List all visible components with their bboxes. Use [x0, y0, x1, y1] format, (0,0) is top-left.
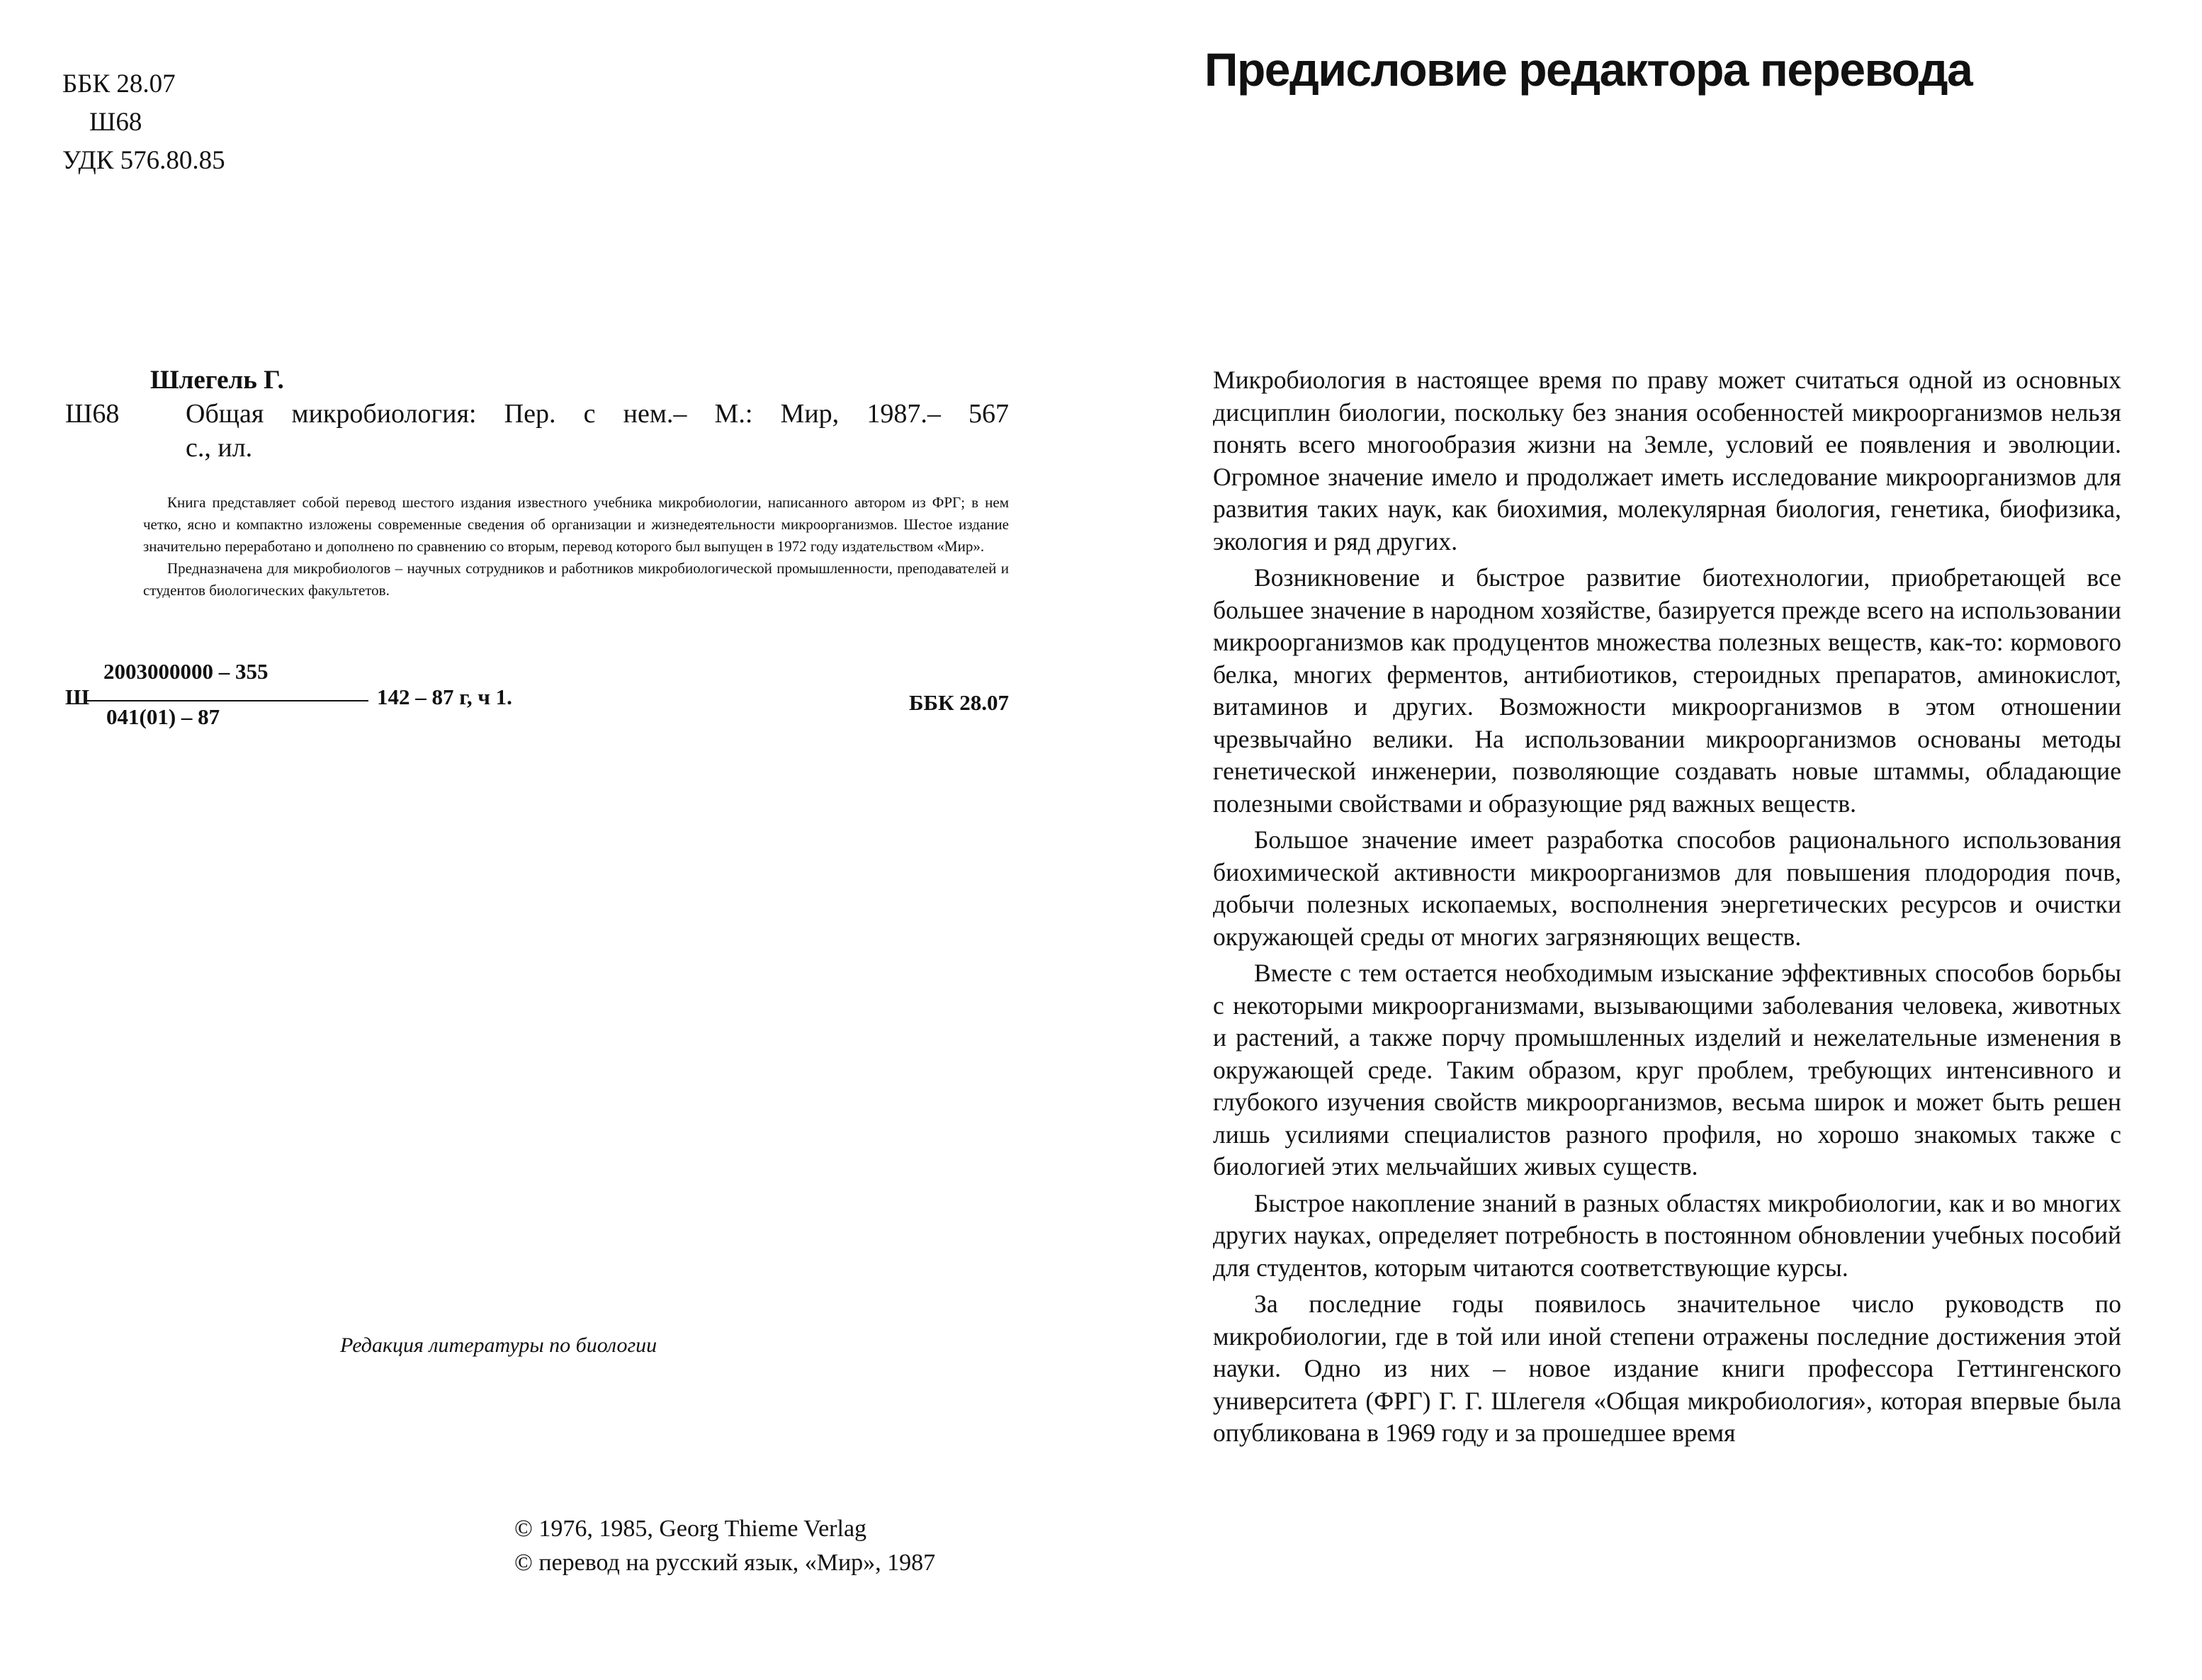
classification-formula	[65, 659, 1009, 737]
record-title: Общая микробиология: Пер. с нем.– М.: Мир, 1987.– 567	[186, 399, 1009, 429]
preface-paragraph: Быстрое накопление знаний в разных областях микробиологии, как и во многих других науках, определяет потребность в постоянном обновлении учебных пособий для студентов, которым читаются соответствующие курсы.	[1213, 1188, 2121, 1282]
bibliographic-record	[65, 364, 1009, 602]
copyright-line: © перевод на русский язык, «Мир», 1987	[514, 1550, 936, 1576]
preface-title: Предисловие редактора перевода	[1204, 43, 1972, 96]
annotation	[143, 492, 1009, 602]
record-title-continued: с., ил.	[186, 433, 253, 463]
classification-numerator: 2003000000 – 355	[103, 659, 269, 684]
annotation-paragraph: Предназначена для микробиологов – научных сотрудников и работников микробиологической промышленности, преподавателей и студентов биологических факультетов.	[143, 560, 1009, 599]
catalog-codes	[62, 65, 225, 180]
preface-body	[1213, 364, 2121, 1454]
annotation-paragraph: Книга представляет собой перевод шестого издания известного учебника микробиологии, написанного автором из ФРГ; в нем четко, ясно и компактно изложены современные сведения об организации и жизнедеятельности микроорганизмов. Шестое издание значительно переработано и дополнено по сравнению со вторым, перевод которого был выпущен в 1972 году издательством «Мир».	[143, 494, 1009, 555]
author-mark: Ш68	[89, 108, 142, 137]
preface-paragraph: За последние годы появилось значительное число руководств по микробиологии, где в той или иной степени отражены последние достижения этой науки. Одно из них – новое издание книги профессора Геттингенского университета (ФРГ) Г. Г. Шлегеля «Общая микробиология», которая впервые была опубликована в 1969 году и за прошедшее время	[1213, 1290, 2121, 1447]
copyright-line: © 1976, 1985, Georg Thieme Verlag	[514, 1516, 867, 1542]
preface-paragraph: Вместе с тем остается необходимым изыскание эффективных способов борьбы с некоторыми микроорганизмами, вызывающими заболевания человека, животных и растений, а также порчу промышленных изделий и нежелательные изменения в окружающей среде. Таким образом, круг проблем, требующих интенсивного и глубокого изучения свойств микроорганизмов, весьма широк и может быть решен лишь усилиями специалистов разного профиля, но хорошо знакомых также с биологией этих мельчайших живых существ.	[1213, 959, 2121, 1180]
preface-paragraph: Большое значение имеет разработка способов рационального использования биохимической активности микроорганизмов для повышения плодородия почв, добычи полезных ископаемых, восполнения энергетических ресурсов и очистки окружающей среды от многих загрязняющих веществ.	[1213, 825, 2121, 951]
classification-bbk: ББК 28.07	[909, 690, 1009, 715]
preface-paragraph: Микробиология в настоящее время по праву может считаться одной из основных дисциплин биологии, поскольку без знания особенностей микроорганизмов нельзя понять всего многообразия жизни на Земле, условий ее появления и эволюции. Огромное значение имело и продолжает иметь исследование микроорганизмов для развития таких наук, как биохимия, молекулярная биология, генетика, биофизика, экология и ряд других.	[1213, 366, 2121, 556]
udk-code: УДК 576.80.85	[62, 146, 225, 175]
record-author: Шлегель Г.	[150, 366, 284, 395]
preface-paragraph: Возникновение и быстрое развитие биотехнологии, приобретающей все большее значение в народном хозяйстве, базируется прежде всего на использовании микроорганизмов как продуцентов множества полезных веществ, как-то: кормового белка, многих ферментов, антибиотиков, стероидных препаратов, аминокислот, витаминов и других. Возможности микроорганизмов в этом отношении чрезвычайно велики. На использовании микроорганизмов основаны методы генетической инженерии, позволяющие создавать новые штаммы, обладающие полезными свойствами и образующие ряд важных веществ.	[1213, 563, 2121, 818]
fraction-line	[85, 700, 368, 701]
classification-denominator: 041(01) – 87	[106, 704, 220, 729]
bbk-code: ББК 28.07	[62, 69, 176, 98]
record-title-row	[65, 397, 1009, 431]
classification-letter: Ш	[65, 684, 90, 709]
record-code: Ш68	[65, 399, 120, 429]
copyright-block	[514, 1512, 1010, 1580]
classification-tail: 142 – 87 г, ч 1.	[377, 684, 512, 709]
editorial-office: Редакция литературы по биологии	[340, 1334, 657, 1357]
